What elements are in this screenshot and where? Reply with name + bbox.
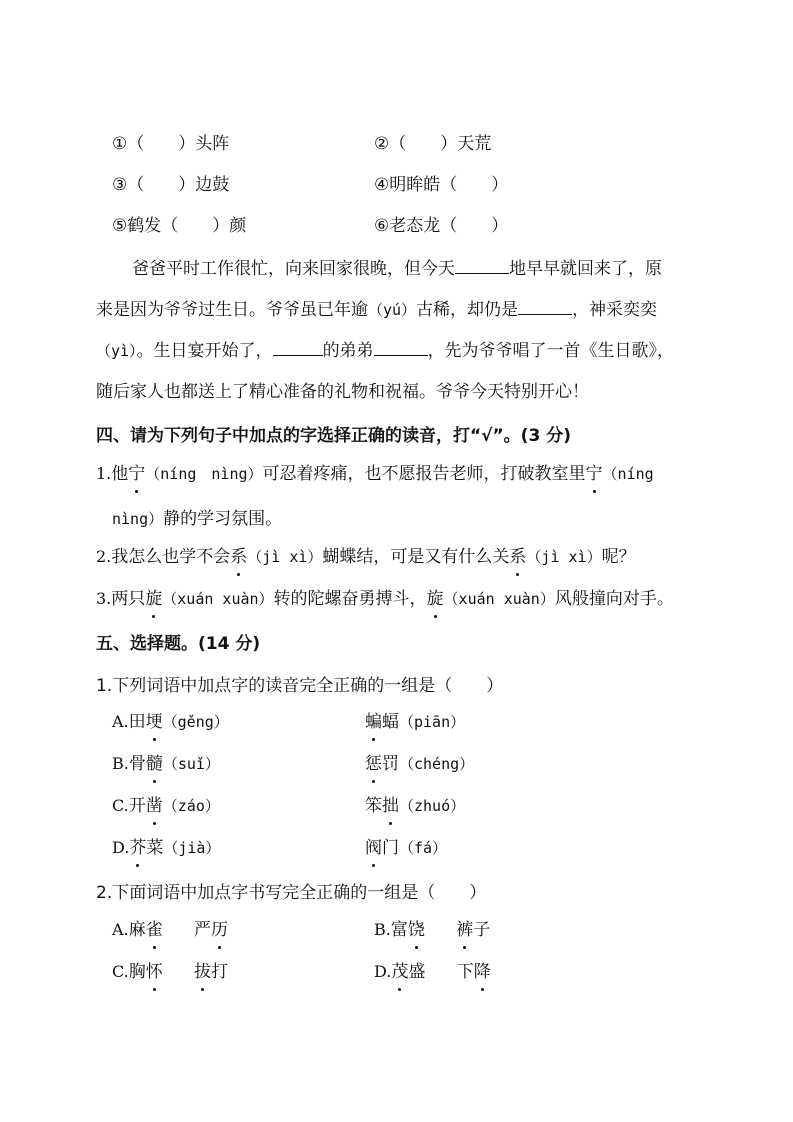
idiom-item-6: ⑥老态龙（ ） xyxy=(374,216,509,236)
passage-text: 来是因为爷爷过生日。爷爷虽已年逾 xyxy=(96,300,368,320)
pinyin-options[interactable]: （níng xyxy=(602,465,654,483)
pinyin: （fá） xyxy=(399,839,448,857)
word-char: 开 xyxy=(128,796,146,816)
passage-line-4: 随后家人也都送上了精心准备的礼物和祝福。爷爷今天特别开心！ xyxy=(96,382,589,402)
dotted-char: 髓 xyxy=(145,754,163,774)
pinyin-options[interactable]: （xuán xuàn） xyxy=(443,590,555,608)
dotted-char: 饶 xyxy=(407,920,425,940)
pinyin: （yú） xyxy=(368,301,417,319)
passage-text: ，神采奕奕 xyxy=(572,300,658,320)
pinyin: （chéng） xyxy=(399,755,475,773)
passage-text: 地早早就回来了，原 xyxy=(509,259,662,279)
dotted-char: 拙 xyxy=(382,796,399,816)
dotted-char: 宁 xyxy=(585,464,603,484)
s4-question-1-cont xyxy=(112,507,282,531)
dotted-char: 拔 xyxy=(194,962,212,982)
dotted-char: 芥 xyxy=(129,838,147,858)
answer-blank[interactable] xyxy=(455,257,509,274)
s5-q2-option-b[interactable] xyxy=(374,918,490,942)
question-text: 蝴蝶结，可是又有什么关 xyxy=(322,547,510,567)
pinyin: （suǐ） xyxy=(162,755,220,773)
pinyin: （yì） xyxy=(96,342,137,360)
question-text: 他 xyxy=(111,464,129,484)
idiom-item-2: ②（ ）天荒 xyxy=(374,134,492,154)
pinyin-options[interactable]: nìng） xyxy=(112,510,164,528)
dotted-char: 怀 xyxy=(145,962,163,982)
dotted-char: 雀 xyxy=(145,920,163,940)
s5-q1-option-b-right xyxy=(365,752,474,776)
pinyin-options[interactable]: （níng nìng） xyxy=(145,465,263,483)
dotted-char: 降 xyxy=(473,962,491,982)
s4-question-2 xyxy=(96,545,636,569)
s5-q2-option-a[interactable] xyxy=(112,918,228,942)
s5-q1-option-d-left[interactable] xyxy=(112,836,220,860)
s5-question-2-stem: 2.下面词语中加点字书写完全正确的一组是（ ） xyxy=(96,883,487,903)
s5-q1-option-c-right xyxy=(365,794,465,818)
word-char: 下 xyxy=(456,962,474,982)
s5-q1-option-b-left[interactable] xyxy=(112,752,220,776)
answer-blank[interactable] xyxy=(518,298,572,315)
dotted-char: 茂 xyxy=(391,962,409,982)
word-char: 盛 xyxy=(408,962,426,982)
pinyin-options[interactable]: （jì xì） xyxy=(247,548,323,566)
word-char: 严 xyxy=(194,920,212,940)
question-text: 我怎么也学不会 xyxy=(111,547,231,567)
question-text: 两只 xyxy=(111,589,146,609)
pinyin: （záo） xyxy=(162,797,220,815)
idiom-item-4: ④明眸皓（ ） xyxy=(374,175,509,195)
dotted-char: 凿 xyxy=(145,796,163,816)
option-label: A. xyxy=(112,920,129,939)
word-char: 罚 xyxy=(382,754,399,774)
dotted-char: 蝙 xyxy=(365,712,382,732)
question-text: 转的陀螺奋勇搏斗， xyxy=(273,589,427,609)
question-text: 静的学习氛围。 xyxy=(163,509,283,529)
passage-text: 爸爸平时工作很忙，向来回家很晚，但今天 xyxy=(132,259,455,279)
pinyin: （zhuó） xyxy=(399,797,466,815)
passage-line-3 xyxy=(96,339,674,363)
word-char: 麻 xyxy=(128,920,146,940)
s4-question-3 xyxy=(96,587,674,611)
dotted-char: 历 xyxy=(211,920,229,940)
dotted-char: 系 xyxy=(230,547,248,567)
question-number: 2. xyxy=(96,547,112,566)
pinyin-options[interactable]: （jì xì） xyxy=(526,548,602,566)
passage-text: ，先为爷爷唱了一首《生日歌》， xyxy=(427,341,675,361)
s4-question-1 xyxy=(96,462,654,486)
option-label: B. xyxy=(112,754,129,773)
word-char: 打 xyxy=(211,962,229,982)
word-char: 子 xyxy=(473,920,491,940)
word-char: 胸 xyxy=(128,962,146,982)
s5-q1-option-c-left[interactable] xyxy=(112,794,220,818)
idiom-item-5: ⑤鹤发（ ）颜 xyxy=(112,216,247,236)
pinyin-options[interactable]: （xuán xuàn） xyxy=(162,590,274,608)
word-char: 蝠 xyxy=(382,712,399,732)
dotted-char: 旋 xyxy=(426,589,444,609)
pinyin: （piān） xyxy=(399,713,466,731)
answer-blank[interactable] xyxy=(374,339,428,356)
pinyin: （gěng） xyxy=(162,713,229,731)
word-char: 骨 xyxy=(128,754,146,774)
s5-question-1-stem: 1.下列词语中加点字的读音完全正确的一组是（ ） xyxy=(96,676,504,696)
word-char: 门 xyxy=(382,838,399,858)
dotted-char: 惩 xyxy=(365,754,382,774)
idiom-item-1: ①（ ）头阵 xyxy=(112,134,230,154)
option-label: B. xyxy=(374,920,391,939)
answer-blank[interactable] xyxy=(273,339,323,356)
option-label: D. xyxy=(112,838,130,857)
question-number: 1. xyxy=(96,464,112,483)
question-text: 风般撞向对手。 xyxy=(554,589,674,609)
question-number: 3. xyxy=(96,589,112,608)
section-4-title: 四、请为下列句子中加点的字选择正确的读音，打“√”。(3 分) xyxy=(96,426,571,446)
s5-q1-option-d-right xyxy=(365,836,447,860)
question-text: 可忍着疼痛，也不愿报告老师，打破教室里 xyxy=(262,464,586,484)
pinyin: （jià） xyxy=(163,839,221,857)
section-5-title: 五、选择题。(14 分) xyxy=(96,634,261,654)
passage-line-1 xyxy=(132,257,662,281)
word-char: 富 xyxy=(390,920,408,940)
word-char: 笨 xyxy=(365,796,382,816)
passage-text: 的弟弟 xyxy=(322,341,374,361)
dotted-char: 宁 xyxy=(128,464,146,484)
dotted-char: 裤 xyxy=(456,920,474,940)
option-label: C. xyxy=(112,796,129,815)
dotted-char: 阀 xyxy=(365,838,382,858)
s5-q1-option-a-right xyxy=(365,710,465,734)
idiom-item-3: ③（ ）边鼓 xyxy=(112,175,230,195)
option-label: C. xyxy=(112,962,129,981)
passage-line-2 xyxy=(96,298,657,322)
dotted-char: 系 xyxy=(509,547,527,567)
question-text: 呢？ xyxy=(601,547,636,567)
s5-q1-option-a-left[interactable] xyxy=(112,710,229,734)
dotted-char: 旋 xyxy=(145,589,163,609)
word-char: 菜 xyxy=(146,838,164,858)
word-char: 田 xyxy=(128,712,146,732)
option-label: D. xyxy=(374,962,392,981)
s5-q2-option-c[interactable] xyxy=(112,960,228,984)
dotted-char: 埂 xyxy=(145,712,163,732)
passage-text: 。生日宴开始了， xyxy=(136,341,273,361)
passage-text: 古稀，却仍是 xyxy=(416,300,519,320)
option-label: A. xyxy=(112,712,129,731)
s5-q2-option-d[interactable] xyxy=(374,960,491,984)
